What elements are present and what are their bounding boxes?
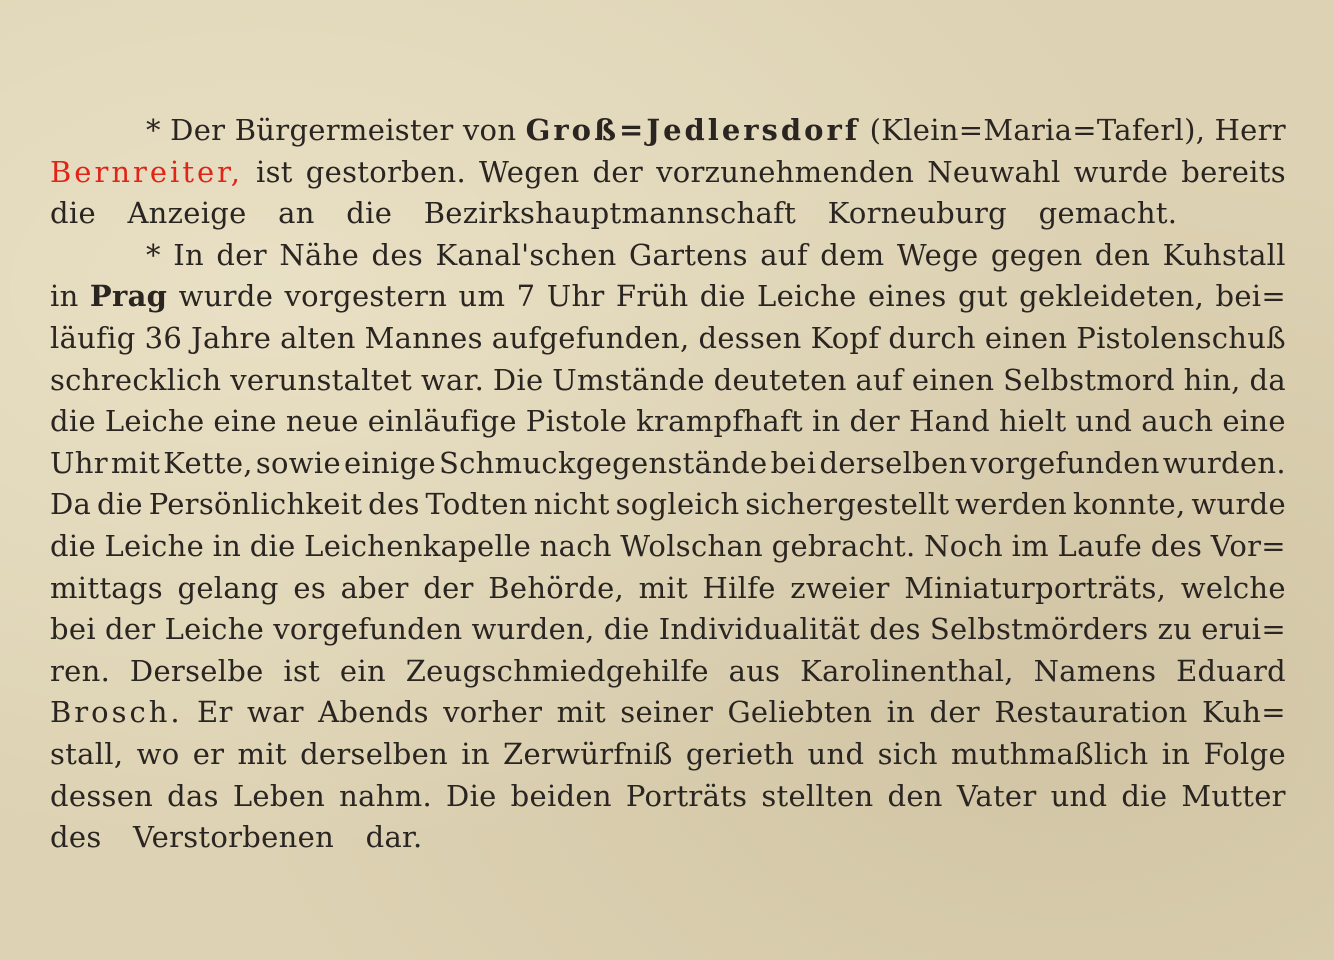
word: eine xyxy=(1222,404,1286,439)
word: Leben xyxy=(232,778,326,813)
word: der xyxy=(849,404,900,439)
text-line xyxy=(50,776,1286,818)
word: wo xyxy=(136,736,180,771)
word: bei xyxy=(770,445,817,480)
word: eines xyxy=(867,279,947,314)
word: hin, xyxy=(1183,362,1241,397)
word: des xyxy=(869,612,921,647)
text-line xyxy=(50,193,1286,235)
word: Restauration xyxy=(994,695,1188,730)
word: zweier xyxy=(790,570,890,605)
word: er xyxy=(192,736,225,771)
text-line xyxy=(50,110,1286,152)
word: die xyxy=(50,528,96,563)
word: mit xyxy=(556,695,606,730)
word: die xyxy=(249,528,296,563)
word: ist xyxy=(283,653,321,688)
word: Anzeige xyxy=(127,196,247,231)
word: Behörde, xyxy=(488,570,625,605)
word: zu xyxy=(1157,612,1193,647)
word: ein xyxy=(339,653,386,688)
word: Porträts xyxy=(625,778,748,813)
word: des xyxy=(368,487,420,522)
word: sogleich xyxy=(615,487,740,522)
word: gerieth xyxy=(685,736,795,771)
word: Leiche xyxy=(164,612,265,647)
word: Verstorbenen xyxy=(133,820,335,855)
word: vorzunehmenden xyxy=(656,154,915,189)
word: Korneuburg xyxy=(827,196,1008,231)
word: in xyxy=(50,279,79,314)
word: gebracht. xyxy=(771,528,916,563)
word: die xyxy=(699,279,746,314)
text-line xyxy=(50,609,1286,651)
word: und xyxy=(1050,778,1108,813)
word: Selbstmörders xyxy=(929,612,1149,647)
word: es xyxy=(293,570,327,605)
word: die xyxy=(346,196,393,231)
word: dessen xyxy=(50,778,154,813)
word: Geliebten xyxy=(727,695,873,730)
word: Der xyxy=(170,113,226,147)
word: die xyxy=(50,196,96,231)
word: auch xyxy=(1141,404,1214,439)
word: schrecklich xyxy=(50,362,222,397)
word: neue xyxy=(285,404,359,439)
word: Die xyxy=(492,362,544,397)
text-line xyxy=(50,152,1286,194)
word: Jahre xyxy=(191,320,272,355)
text-line xyxy=(50,734,1286,776)
word: Laufe xyxy=(1057,528,1143,563)
word: Leichenkapelle xyxy=(304,528,532,563)
word: Eduard xyxy=(1176,653,1286,688)
word: Uhr xyxy=(50,445,108,480)
word: mit xyxy=(638,570,688,605)
word: der xyxy=(592,154,644,189)
word: In xyxy=(173,237,204,272)
word: wurde xyxy=(1191,487,1286,522)
word: einen xyxy=(911,362,995,397)
word: stall, xyxy=(50,736,124,771)
word: Pistole xyxy=(525,404,628,439)
word: durch xyxy=(888,320,976,355)
word: den xyxy=(887,778,943,813)
word: ren. xyxy=(50,653,111,688)
word: der xyxy=(104,612,156,647)
word: im xyxy=(1011,528,1049,563)
word: Nähe xyxy=(279,237,360,272)
word: Leiche xyxy=(757,279,857,314)
word: Abends xyxy=(318,695,429,730)
word: dessen xyxy=(698,320,802,355)
word: wurde xyxy=(178,279,274,314)
word: Zeugschmiedgehilfe xyxy=(405,653,709,688)
word: beiden xyxy=(510,778,612,813)
word: derselben xyxy=(300,736,449,771)
word: auf xyxy=(760,237,808,272)
word: mit xyxy=(110,445,161,480)
article-text xyxy=(50,110,1286,859)
word: * xyxy=(146,113,161,147)
word: 36 xyxy=(144,320,183,355)
text-line xyxy=(50,318,1286,360)
word: Wegen xyxy=(479,154,580,189)
word: werden xyxy=(955,487,1068,522)
word: in xyxy=(886,695,916,730)
word: Prag xyxy=(89,279,168,314)
word: der xyxy=(216,237,267,272)
word: die xyxy=(603,612,650,647)
word: wurde xyxy=(1073,154,1169,189)
word: in xyxy=(212,528,242,563)
word: nahm. xyxy=(339,778,433,813)
word: Persönlichkeit xyxy=(148,487,363,522)
word: Folge xyxy=(1203,736,1286,771)
word: Kopf xyxy=(810,320,880,355)
word: gegen xyxy=(990,237,1083,272)
word: da xyxy=(1249,362,1286,397)
word: des xyxy=(50,820,102,855)
word: eine xyxy=(213,404,277,439)
word: Selbstmord xyxy=(1003,362,1175,397)
word: und xyxy=(807,736,865,771)
word: Individualität xyxy=(658,612,861,647)
word: wurden, xyxy=(471,612,595,647)
word: muthmaßlich xyxy=(951,736,1149,771)
word: Bürgermeister xyxy=(234,113,454,147)
word: an xyxy=(278,196,315,231)
text-line xyxy=(50,817,1286,859)
word: der xyxy=(929,695,980,730)
word: gut xyxy=(957,279,1008,314)
word: Kanal'schen xyxy=(435,237,617,272)
word: Namens xyxy=(1033,653,1157,688)
word: dar. xyxy=(365,820,423,855)
word: (Klein=Maria=Taferl), xyxy=(869,113,1206,147)
text-line xyxy=(50,443,1286,485)
word: Umstände xyxy=(552,362,705,397)
word: die xyxy=(50,404,96,439)
word: Uhr xyxy=(546,279,605,314)
word: verunstaltet xyxy=(230,362,413,397)
text-line xyxy=(50,526,1286,568)
word: gemacht. xyxy=(1038,196,1178,231)
word: nach xyxy=(539,528,612,563)
word: war xyxy=(246,695,304,730)
word: Vater xyxy=(956,778,1037,813)
text-line xyxy=(50,401,1286,443)
word: Hilfe xyxy=(702,570,776,605)
word: Hand xyxy=(908,404,990,439)
word: Bezirkshauptmannschaft xyxy=(423,196,797,231)
word: hielt xyxy=(998,404,1067,439)
word: Karolinenthal, xyxy=(800,653,1014,688)
text-line xyxy=(50,692,1286,734)
word: 7 xyxy=(516,279,536,314)
word: des xyxy=(1150,528,1203,563)
word: Groß=Jedlersdorf xyxy=(525,113,861,147)
word: konnte, xyxy=(1073,487,1186,522)
word: Vor= xyxy=(1210,528,1286,563)
word: der xyxy=(423,570,474,605)
word: seiner xyxy=(620,695,714,730)
word: bereits xyxy=(1181,154,1286,189)
word: Derselbe xyxy=(129,653,264,688)
text-line xyxy=(50,484,1286,526)
word: vorgefunden xyxy=(970,445,1160,480)
word: Er xyxy=(196,695,233,730)
word: gekleideten, xyxy=(1019,279,1205,314)
word: alten xyxy=(280,320,356,355)
text-line xyxy=(50,568,1286,610)
word: um xyxy=(458,279,506,314)
word: Mutter xyxy=(1181,778,1286,813)
word: die xyxy=(1121,778,1168,813)
text-line xyxy=(50,651,1286,693)
text-line xyxy=(50,235,1286,277)
word: Kette, xyxy=(163,445,253,480)
word: gelang xyxy=(177,570,279,605)
word: gestorben. xyxy=(305,154,466,189)
word: Schmuckgegenstände xyxy=(438,445,768,480)
word: in xyxy=(461,736,490,771)
word: Wege xyxy=(896,237,979,272)
word: Kuh= xyxy=(1201,695,1286,730)
word: derselben xyxy=(819,445,968,480)
word: einige xyxy=(344,445,436,480)
word: des xyxy=(371,237,424,272)
word: stellten xyxy=(761,778,874,813)
word: krampfhaft xyxy=(636,404,803,439)
word: bei= xyxy=(1215,279,1286,314)
word: * xyxy=(146,237,161,272)
word: bei xyxy=(50,612,96,647)
word: wurden. xyxy=(1162,445,1286,480)
word: Noch xyxy=(924,528,1004,563)
word: von xyxy=(462,113,517,147)
word: aufgefunden, xyxy=(491,320,690,355)
word: einen xyxy=(984,320,1068,355)
word: war. xyxy=(420,362,485,397)
word: auf xyxy=(855,362,904,397)
word: Neuwahl xyxy=(927,154,1061,189)
word: sichergestellt xyxy=(745,487,950,522)
word: Zerwürfniß xyxy=(503,736,673,771)
word: nicht xyxy=(533,487,610,522)
word: den xyxy=(1094,237,1151,272)
word: die xyxy=(96,487,143,522)
word: vorher xyxy=(443,695,543,730)
word: Pistolenschuß xyxy=(1076,320,1286,355)
word: welche xyxy=(1180,570,1286,605)
text-line xyxy=(50,276,1286,318)
word: Gartens xyxy=(629,237,748,272)
word: Herr xyxy=(1214,113,1286,147)
word: Leiche xyxy=(104,404,205,439)
word: sich xyxy=(877,736,938,771)
word: Mannes xyxy=(364,320,483,355)
word: vorgestern xyxy=(284,279,448,314)
word: aus xyxy=(728,653,781,688)
text-line xyxy=(50,360,1286,402)
word: Früh xyxy=(615,279,689,314)
word: Wolschan xyxy=(620,528,764,563)
word: Miniaturporträts, xyxy=(904,570,1167,605)
word: dem xyxy=(820,237,885,272)
word: Leiche xyxy=(104,528,205,563)
word: in xyxy=(1161,736,1191,771)
word: läufig xyxy=(50,320,136,355)
word: mit xyxy=(237,736,287,771)
word: aber xyxy=(340,570,409,605)
word: Todten xyxy=(425,487,528,522)
word: Die xyxy=(446,778,497,813)
word: erui= xyxy=(1201,612,1286,647)
word: einläufige xyxy=(367,404,517,439)
word: Bernreiter, xyxy=(50,154,244,189)
word: das xyxy=(167,778,219,813)
word: ist xyxy=(256,154,293,189)
word: Da xyxy=(50,487,92,522)
word: vorgefunden xyxy=(273,612,463,647)
word: mittags xyxy=(50,570,163,605)
word: sowie xyxy=(255,445,341,480)
word: und xyxy=(1075,404,1133,439)
word: in xyxy=(811,404,841,439)
word: Brosch. xyxy=(50,695,183,730)
word: Kuhstall xyxy=(1162,237,1286,272)
word: deuteten xyxy=(713,362,847,397)
